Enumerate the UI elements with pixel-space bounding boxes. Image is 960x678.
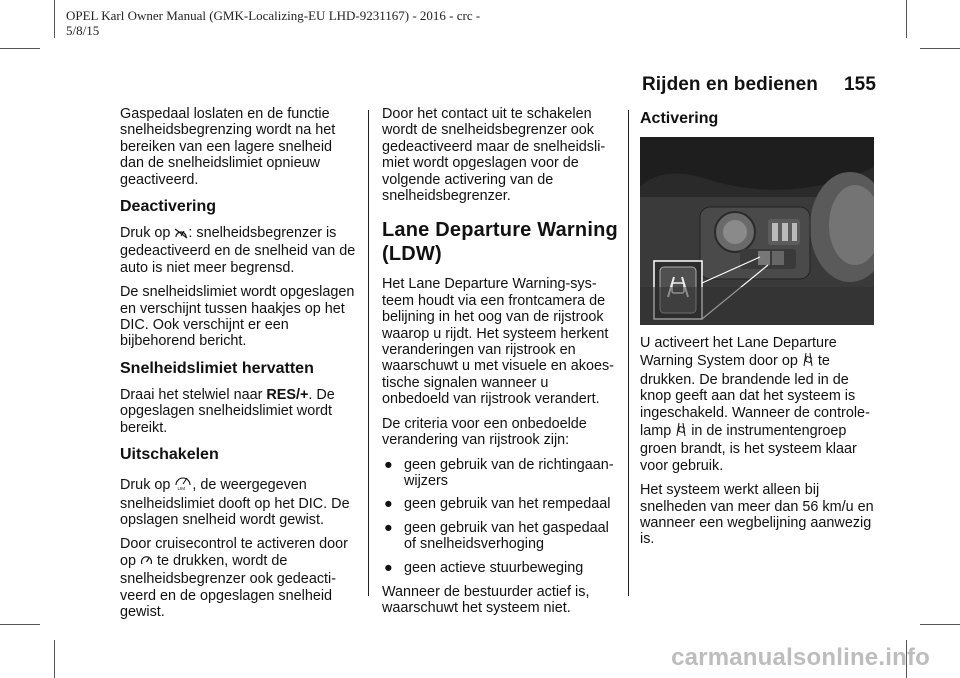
list-item-text: geen gebruik van het rempedaal xyxy=(404,496,611,513)
list-item xyxy=(382,457,618,490)
list-item-text: geen gebruik van de richtingaanwijzers xyxy=(404,456,614,489)
paragraph: Door het contact uit te schakelen wordt de snelheidsbegrenzer ook gedeactiveerd maar de snelheidslimiet wordt opgeslagen voor de volgende activering van de snelheidsbegrenzer. xyxy=(382,106,606,205)
crop-mark xyxy=(920,624,960,625)
text-run: U activeert het Lane Departure Warning System door op xyxy=(640,335,837,370)
paragraph xyxy=(120,536,356,620)
paragraph xyxy=(640,335,880,474)
list-item-text: geen actieve stuurbeweging xyxy=(404,559,584,576)
bullet: ● xyxy=(384,496,393,513)
heading-hervatten: Snelheidslimiet hervatten xyxy=(120,359,314,377)
text-run: te drukken. De brandende led in de knop geeft aan dat het systeem is ingeschakeld. Wanneer de controlelamp xyxy=(640,353,870,440)
heading-deactivering: Deactivering xyxy=(120,198,217,216)
column-rule xyxy=(368,110,369,596)
paragraph: De snelheidslimiet wordt opgeslagen en verschijnt tussen haakjes op het DIC. Ook verschijnt er een bijbehorend bericht. xyxy=(120,284,355,350)
crop-mark xyxy=(54,0,55,38)
paragraph: Gaspedaal loslaten en de functie snelheidsbegrenzing wordt na het bereiken van een lagere snelheid dan de snelheidslimiet opnieuw geactiveerd. xyxy=(120,106,336,188)
bullet: ● xyxy=(384,456,393,473)
criteria-list xyxy=(382,457,618,576)
paragraph: Het Lane Departure Warning-systeem houdt via een frontcamera de belijning in het oog van de rijstrook waarop u rijdt. Het systeem herkent veranderingen van rijstrook en waarschuwt u met visuele en akoestische signalen wanneer u onbedoeld van rijstrook verandert. xyxy=(382,276,614,408)
dashboard-photo xyxy=(640,137,874,325)
res-label: RES/+ xyxy=(266,386,309,403)
document-id: OPEL Karl Owner Manual (GMK-Localizing-EU LHD-9231167) - 2016 - crc - 5/8/15 xyxy=(66,8,481,38)
speed-limiter-lim-icon xyxy=(174,473,192,495)
column-rule xyxy=(628,110,629,596)
paragraph xyxy=(120,225,356,276)
cruise-control-icon xyxy=(140,554,153,571)
column-3 xyxy=(640,106,880,556)
text-run: te drukken, wordt de snelheidsbegrenzer ook gedeactiveerd en de opgeslagen snelheid gewist. xyxy=(120,552,337,620)
bullet: ● xyxy=(384,559,393,576)
heading-activering: Activering xyxy=(640,110,719,127)
paragraph: De criteria voor een onbedoelde verandering van rijstrook zijn: xyxy=(382,415,587,449)
crop-mark xyxy=(54,640,55,678)
column-1 xyxy=(120,106,356,628)
text-run: Druk op xyxy=(120,225,175,242)
text-run: , de weergegeven snelheidslimiet dooft op het DIC. De opslagen snelheid wordt gewist. xyxy=(120,477,350,528)
list-item xyxy=(382,520,618,553)
watermark: carmanualsonline.info xyxy=(671,644,930,671)
text-run: Door cruisecontrol te activeren door op xyxy=(120,536,348,569)
paragraph xyxy=(120,473,356,528)
running-head xyxy=(642,74,876,96)
heading-uitschakelen: Uitschakelen xyxy=(120,446,219,464)
crop-mark xyxy=(920,48,960,49)
lane-departure-icon xyxy=(675,421,687,441)
text-run: : snelheidsbegrenzer is gedeactiveerd en de snelheid van de auto is niet meer begrensd. xyxy=(120,225,356,276)
text-run: Draai het stelwiel naar xyxy=(120,386,267,403)
paragraph: Wanneer de bestuurder actief is, waarschuwt het systeem niet. xyxy=(382,583,590,617)
list-item-text: geen gebruik van het gaspedaal of snelheidsverhoging xyxy=(404,519,609,553)
list-item xyxy=(382,496,618,512)
crop-mark xyxy=(0,624,40,625)
section-heading-ldw: Lane Departure Warning (LDW) xyxy=(382,219,618,266)
section-title: Rijden en bedienen xyxy=(641,74,818,95)
page-number: 155 xyxy=(843,74,876,95)
paragraph xyxy=(120,387,356,436)
speed-limiter-off-icon xyxy=(174,227,188,243)
text-run: in de instrumentengroep groen brandt, is het systeem klaar voor gebruik. xyxy=(640,423,857,474)
crop-mark xyxy=(906,0,907,38)
svg-text:LIM: LIM xyxy=(177,486,186,492)
text-run: Druk op xyxy=(120,477,175,494)
crop-mark xyxy=(0,48,40,49)
column-2 xyxy=(382,106,618,625)
paragraph: Het systeem werkt alleen bij snelheden van meer dan 56 km/u en wanneer een wegbelijning aanwezig is. xyxy=(640,482,874,548)
lane-departure-icon xyxy=(802,351,814,371)
bullet: ● xyxy=(384,519,393,536)
list-item xyxy=(382,560,618,576)
text-run: . De opgeslagen snelheidslimiet wordt bereikt. xyxy=(120,386,335,436)
